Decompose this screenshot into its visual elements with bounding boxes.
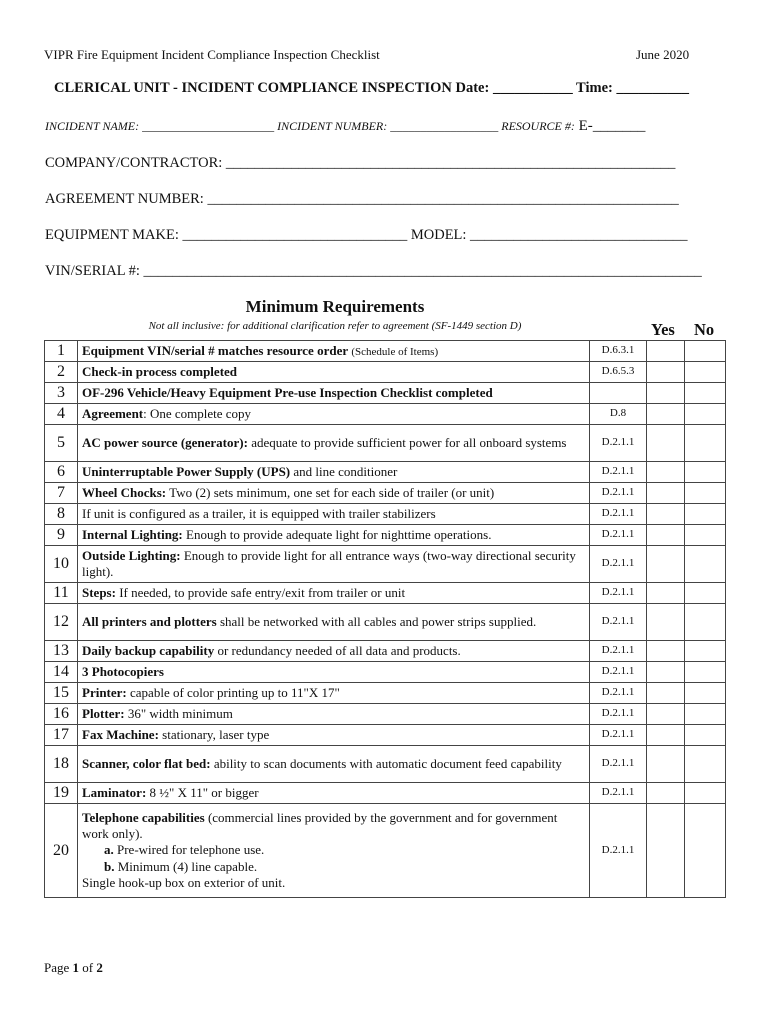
clerical-unit-title: CLERICAL UNIT - INCIDENT COMPLIANCE INSPECTION Date: ___________ Time: __________: [54, 80, 689, 96]
requirement-bold-text: Uninterruptable Power Supply (UPS): [82, 463, 291, 479]
requirements-table: [44, 340, 726, 898]
requirement-text: If needed, to provide safe entry/exit from trailer or unit: [115, 584, 406, 600]
resource-number-field[interactable]: _______: [592, 118, 646, 134]
requirement-text: capable of color printing up to 11"X 17": [126, 684, 340, 700]
yes-checkbox-cell[interactable]: [647, 546, 685, 583]
requirement-cell: [78, 504, 590, 525]
requirement-cell: [78, 683, 590, 704]
no-checkbox-cell[interactable]: [685, 583, 726, 604]
table-row: [45, 504, 726, 525]
row-number: 12: [45, 604, 78, 641]
row-number: 14: [45, 662, 78, 683]
requirement-cell: [78, 783, 590, 804]
table-row: [45, 525, 726, 546]
requirement-bold-text: Printer:: [82, 684, 127, 700]
requirement-bold-text: Scanner, color flat bed:: [82, 755, 211, 771]
table-row: [45, 425, 726, 462]
row-number: 3: [45, 383, 78, 404]
table-row: [45, 725, 726, 746]
row-number: 11: [45, 583, 78, 604]
table-row: [45, 641, 726, 662]
requirement-bold-text: Equipment VIN/serial # matches resource order: [82, 342, 349, 358]
reference-cell: D.2.1.1: [590, 725, 647, 746]
yes-checkbox-cell[interactable]: [647, 662, 685, 683]
requirement-cell: [78, 525, 590, 546]
yes-checkbox-cell[interactable]: [647, 604, 685, 641]
resource-number-label: RESOURCE #:: [501, 119, 575, 133]
table-row: [45, 604, 726, 641]
table-row: [45, 804, 726, 898]
requirement-text: shall be networked with all cables and power strips supplied.: [216, 613, 537, 629]
incident-info-line: [45, 118, 645, 135]
incident-number-label: INCIDENT NUMBER:: [277, 119, 388, 133]
no-checkbox-cell[interactable]: [685, 662, 726, 683]
requirement-bold-text: 3 Photocopiers: [82, 663, 164, 679]
reference-cell: D.2.1.1: [590, 804, 647, 898]
resource-number-prefix: E-: [574, 118, 593, 134]
requirement-bold-text: Laminator:: [82, 784, 147, 800]
no-checkbox-cell[interactable]: [685, 404, 726, 425]
table-row: [45, 683, 726, 704]
yes-checkbox-cell[interactable]: [647, 583, 685, 604]
requirement-cell: [78, 641, 590, 662]
requirement-bold-text: OF-296 Vehicle/Heavy Equipment Pre-use Inspection Checklist completed: [82, 384, 493, 400]
yes-checkbox-cell[interactable]: [647, 641, 685, 662]
table-row: [45, 546, 726, 583]
requirement-cell: [78, 725, 590, 746]
no-checkbox-cell[interactable]: [685, 683, 726, 704]
yes-checkbox-cell[interactable]: [647, 746, 685, 783]
requirement-cell: [78, 404, 590, 425]
yes-checkbox-cell[interactable]: [647, 462, 685, 483]
requirement-text: stationary, laser type: [158, 726, 270, 742]
no-checkbox-cell[interactable]: [685, 783, 726, 804]
requirement-cell: [78, 383, 590, 404]
yes-checkbox-cell[interactable]: [647, 783, 685, 804]
row-number: 2: [45, 362, 78, 383]
requirement-bold-text: All printers and plotters: [82, 613, 217, 629]
no-checkbox-cell[interactable]: [685, 425, 726, 462]
section-note: Not all inclusive: for additional clarification refer to agreement (SF-1449 section D): [148, 320, 522, 332]
requirement-bold-text: Steps:: [82, 584, 116, 600]
incident-number-field[interactable]: __________________: [387, 119, 502, 133]
requirement-text: ability to scan documents with automatic document feed capability: [210, 755, 562, 771]
no-checkbox-cell[interactable]: [685, 383, 726, 404]
requirements-body: [45, 341, 726, 804]
reference-cell: D.2.1.1: [590, 783, 647, 804]
no-checkbox-cell[interactable]: [685, 341, 726, 362]
reference-cell: [590, 383, 647, 404]
yes-checkbox-cell[interactable]: [647, 362, 685, 383]
requirement-cell: [78, 662, 590, 683]
requirement-text: or redundancy needed of all data and products.: [214, 642, 461, 658]
yes-checkbox-cell[interactable]: [647, 425, 685, 462]
reference-cell: D.2.1.1: [590, 462, 647, 483]
no-checkbox-cell[interactable]: [685, 804, 726, 898]
sub-item-text: Minimum (4) line capable.: [114, 858, 258, 874]
requirement-cell: [78, 704, 590, 725]
yes-column-header: Yes: [651, 320, 675, 339]
no-checkbox-cell[interactable]: [685, 362, 726, 383]
requirement-text: Enough to provide light for all entrance ways (two-way directional security light).: [82, 547, 576, 579]
requirement-text: If unit is configured as a trailer, it is equipped with trailer stabilizers: [82, 505, 436, 521]
no-checkbox-cell[interactable]: [685, 604, 726, 641]
table-row: [45, 783, 726, 804]
row-number: 4: [45, 404, 78, 425]
reference-cell: D.2.1.1: [590, 583, 647, 604]
row-number: 20: [45, 804, 78, 898]
requirement-text: adequate to provide sufficient power for all onboard systems: [247, 434, 567, 450]
requirement-bold-text: Internal Lighting:: [82, 526, 183, 542]
reference-cell: D.8: [590, 404, 647, 425]
requirement-cell: [78, 546, 590, 583]
yes-checkbox-cell[interactable]: [647, 341, 685, 362]
reference-cell: D.6.5.3: [590, 362, 647, 383]
sub-item-label: b.: [104, 858, 115, 874]
requirement-cell: [78, 362, 590, 383]
no-checkbox-cell[interactable]: [685, 725, 726, 746]
table-row: [45, 383, 726, 404]
requirement-bold-text: Wheel Chocks:: [82, 484, 167, 500]
requirement-cell: [78, 341, 590, 362]
requirement-cell: [78, 604, 590, 641]
row-number: 17: [45, 725, 78, 746]
row-number: 10: [45, 546, 78, 583]
requirement-text: Two (2) sets minimum, one set for each side of trailer (or unit): [166, 484, 495, 500]
no-checkbox-cell[interactable]: [685, 704, 726, 725]
reference-cell: D.2.1.1: [590, 746, 647, 783]
section-title: Minimum Requirements: [245, 297, 425, 316]
sub-item-label: a.: [104, 842, 114, 858]
requirement-cell: [78, 746, 590, 783]
row-number: 6: [45, 462, 78, 483]
requirement-bold-text: Fax Machine:: [82, 726, 159, 742]
agreement-number-field[interactable]: AGREEMENT NUMBER: _________________________________________________________________: [45, 191, 679, 207]
no-checkbox-cell[interactable]: [685, 483, 726, 504]
table-row: [45, 362, 726, 383]
row-number: 1: [45, 341, 78, 362]
requirement-bold-text: Agreement: [82, 405, 144, 421]
row-number: 5: [45, 425, 78, 462]
requirement-note: (Schedule of Items): [351, 345, 439, 358]
reference-cell: D.2.1.1: [590, 704, 647, 725]
row-number: 8: [45, 504, 78, 525]
requirement-text: and line conditioner: [290, 463, 398, 479]
reference-cell: D.2.1.1: [590, 641, 647, 662]
row-number: 13: [45, 641, 78, 662]
sub-item-text: Pre-wired for telephone use.: [113, 842, 265, 858]
row-number: 15: [45, 683, 78, 704]
table-row: [45, 404, 726, 425]
row-number: 19: [45, 783, 78, 804]
row-number: 18: [45, 746, 78, 783]
requirement-cell: [78, 425, 590, 462]
table-row: [45, 483, 726, 504]
reference-cell: D.2.1.1: [590, 525, 647, 546]
page-total: 2: [96, 960, 103, 975]
requirement-cell: [78, 804, 590, 898]
reference-cell: D.2.1.1: [590, 604, 647, 641]
requirement-text: Single hook-up box on exterior of unit.: [82, 874, 286, 890]
requirement-text: Enough to provide adequate light for nighttime operations.: [182, 526, 492, 542]
requirement-bold-text: Daily backup capability: [82, 642, 215, 658]
vin-serial-field[interactable]: VIN/SERIAL #: _____________________________________________________________________________: [45, 263, 702, 279]
requirement-bold-text: Plotter:: [82, 705, 125, 721]
requirement-bold-text: AC power source (generator):: [82, 434, 248, 450]
company-contractor-field[interactable]: COMPANY/CONTRACTOR: ______________________________________________________________: [45, 155, 676, 171]
requirement-text: 8 ½" X 11" or bigger: [146, 784, 259, 800]
requirement-cell: [78, 583, 590, 604]
table-row: [45, 746, 726, 783]
requirement-bold-text: Check-in process completed: [82, 363, 238, 379]
reference-cell: D.2.1.1: [590, 483, 647, 504]
no-checkbox-cell[interactable]: [685, 462, 726, 483]
equipment-make-model-field[interactable]: EQUIPMENT MAKE: _______________________________ MODEL: ______________________________: [45, 227, 688, 243]
yes-checkbox-cell[interactable]: [647, 404, 685, 425]
table-row: [45, 704, 726, 725]
yes-checkbox-cell[interactable]: [647, 725, 685, 746]
no-checkbox-cell[interactable]: [685, 746, 726, 783]
no-checkbox-cell[interactable]: [685, 525, 726, 546]
page-number: 1: [72, 960, 80, 975]
table-row: [45, 662, 726, 683]
no-checkbox-cell[interactable]: [685, 546, 726, 583]
reference-cell: D.2.1.1: [590, 504, 647, 525]
incident-name-label: INCIDENT NAME:: [45, 119, 140, 133]
row-number: 7: [45, 483, 78, 504]
reference-cell: D.6.3.1: [590, 341, 647, 362]
yes-checkbox-cell[interactable]: [647, 683, 685, 704]
incident-name-field[interactable]: ______________________: [139, 119, 278, 133]
page-label: Page: [44, 960, 70, 975]
requirement-text: 36" width minimum: [124, 705, 233, 721]
requirement-text: : One complete copy: [143, 405, 252, 421]
document-title: VIPR Fire Equipment Incident Compliance Inspection Checklist: [44, 47, 380, 62]
yes-checkbox-cell[interactable]: [647, 383, 685, 404]
reference-cell: D.2.1.1: [590, 546, 647, 583]
row-number: 16: [45, 704, 78, 725]
requirement-bold-text: Telephone capabilities: [82, 809, 205, 825]
no-checkbox-cell[interactable]: [685, 504, 726, 525]
yes-checkbox-cell[interactable]: [647, 504, 685, 525]
row-number: 9: [45, 525, 78, 546]
of-label: of: [82, 960, 94, 975]
requirement-cell: [78, 462, 590, 483]
page-footer: [44, 960, 103, 976]
requirement-bold-text: Outside Lighting:: [82, 547, 181, 563]
yes-checkbox-cell[interactable]: [647, 525, 685, 546]
requirement-cell: [78, 483, 590, 504]
no-checkbox-cell[interactable]: [685, 641, 726, 662]
yes-checkbox-cell[interactable]: [647, 804, 685, 898]
yes-checkbox-cell[interactable]: [647, 704, 685, 725]
requirement-text: (commercial lines provided by the government and for government work only).: [82, 809, 558, 842]
yes-checkbox-cell[interactable]: [647, 483, 685, 504]
table-row: [45, 583, 726, 604]
document-date: June 2020: [636, 47, 690, 62]
reference-cell: D.2.1.1: [590, 425, 647, 462]
table-row: [45, 462, 726, 483]
reference-cell: D.2.1.1: [590, 662, 647, 683]
reference-cell: D.2.1.1: [590, 683, 647, 704]
table-row: [45, 341, 726, 362]
no-column-header: No: [694, 320, 715, 339]
